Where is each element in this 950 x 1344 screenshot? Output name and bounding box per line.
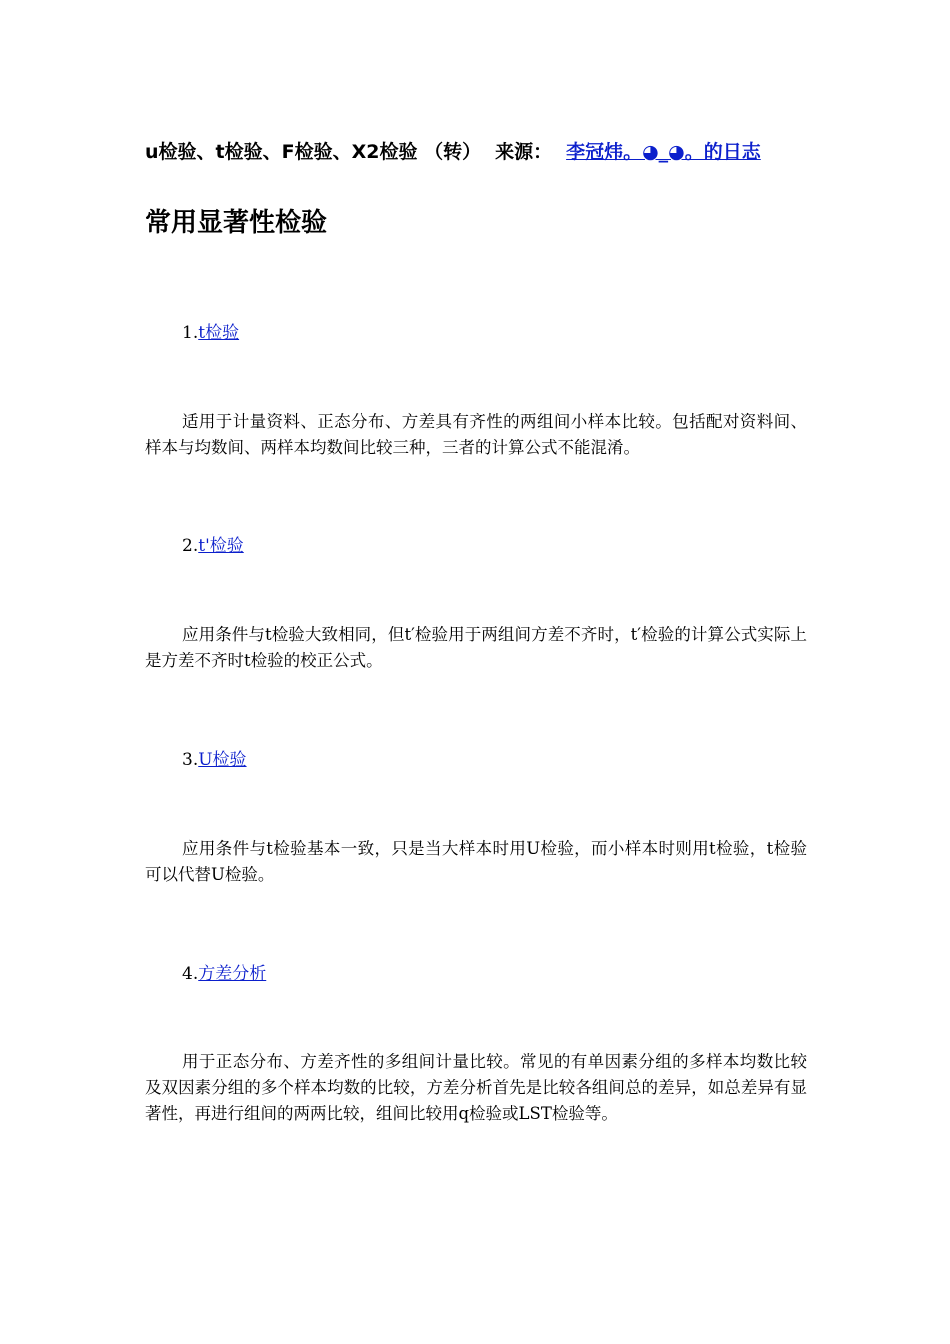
section-heading-t-prime-test: [182, 531, 244, 556]
section-paragraph-t-prime-test: 应用条件与t检验大致相同，但t′检验用于两组间方差不齐时，t′检验的计算公式实际上是方差不齐时t检验的校正公式。: [145, 625, 807, 670]
section-paragraph-t-test: 适用于计量资料、正态分布、方差具有齐性的两组间小样本比较。包括配对资料间、样本与均数间、两样本均数间比较三种，三者的计算公式不能混淆。: [145, 412, 807, 457]
article-title: u检验、t检验、F检验、X2检验 （转）: [145, 141, 482, 163]
source-label: 来源：: [495, 141, 553, 163]
section-number: 2.: [182, 536, 199, 556]
anova-link[interactable]: 方差分析: [198, 964, 267, 984]
section-number: 4.: [182, 964, 199, 984]
section-paragraph-u-test: 应用条件与t检验基本一致，只是当大样本时用U检验，而小样本时则用t检验，t检验可以代替U检验。: [145, 839, 807, 884]
section-paragraph-anova: 用于正态分布、方差齐性的多组间计量比较。常见的有单因素分组的多样本均数比较及双因素分组的多个样本均数的比较，方差分析首先是比较各组间总的差异，如总差异有显著性，再进行组间的两两比较，组间比较用q检验或LST检验等。: [145, 1052, 807, 1123]
section-heading-anova: [182, 959, 266, 984]
section-heading-u-test: [182, 745, 247, 770]
t-prime-test-link[interactable]: t'检验: [198, 536, 244, 556]
source-blog-link[interactable]: 李冠炜。◕_◕。的日志: [566, 141, 761, 163]
article-header: [145, 137, 815, 164]
t-test-link[interactable]: t检验: [198, 323, 240, 343]
u-test-link[interactable]: U检验: [198, 750, 247, 770]
section-number: 3.: [182, 750, 199, 770]
page-title: 常用显著性检验: [145, 208, 328, 238]
section-number: 1.: [182, 323, 199, 343]
section-heading-t-test: [182, 318, 239, 343]
